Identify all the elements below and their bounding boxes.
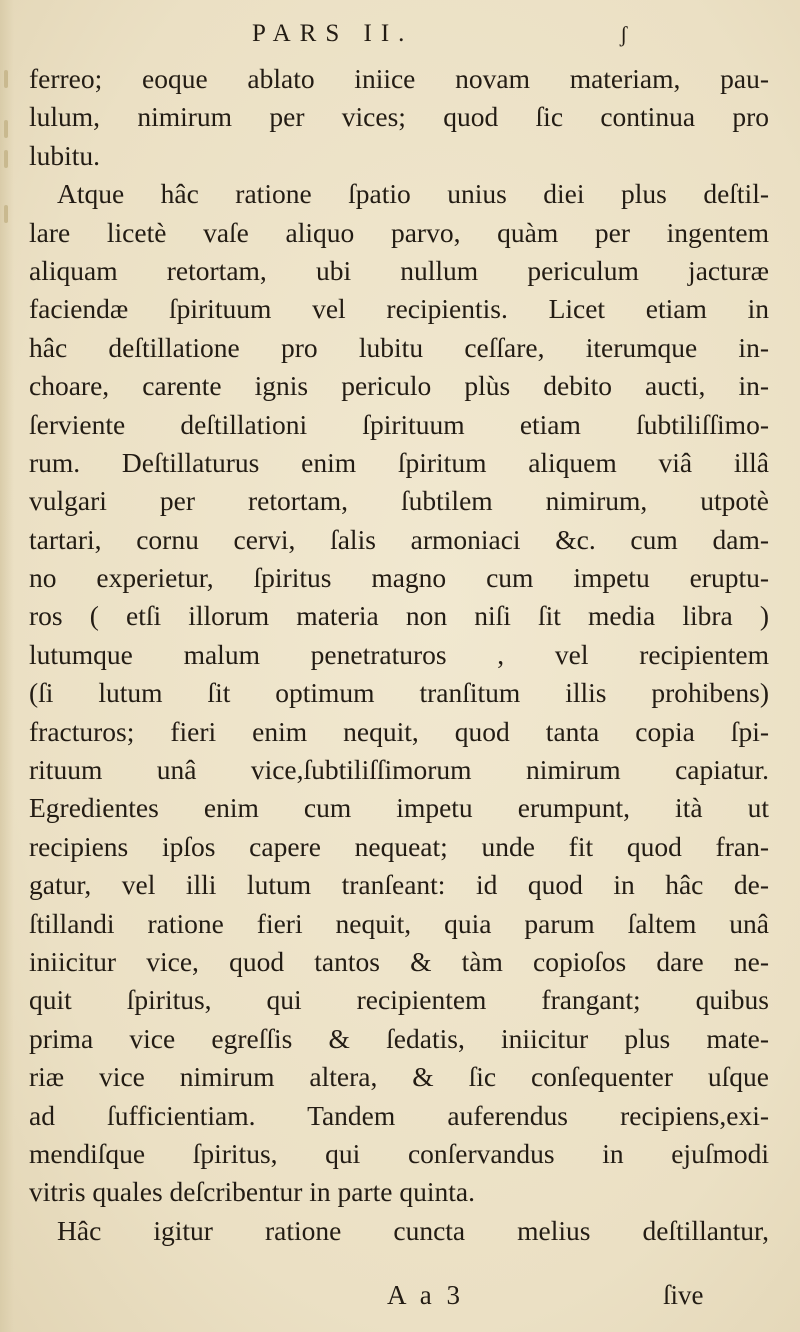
text-line: lutumque malum penetraturos , vel recipientem: [29, 638, 769, 670]
margin-mark: [4, 120, 8, 138]
text-line: ros ( etſi illorum materia non niſi ſit media libra ): [29, 600, 769, 632]
page-footer: [0, 1280, 800, 1320]
text-line: hâc deſtillatione pro lubitu ceſſare, iterumque in-: [29, 331, 769, 363]
margin-mark: [4, 205, 8, 223]
text-line: prima vice egreſſis & ſedatis, iniicitur plus mate-: [29, 1022, 769, 1054]
text-line: gatur, vel illi lutum tranſeant: id quod in hâc de-: [29, 869, 769, 901]
text-line: lare licetè vaſe aliquo parvo, quàm per ingentem: [29, 216, 769, 248]
page-header: [0, 18, 800, 58]
text-line: tartari, cornu cervi, ſalis armoniaci &c. cum dam-: [29, 523, 769, 555]
text-line: ſerviente deſtillationi ſpirituum etiam ſubtiliſſimo-: [29, 408, 769, 440]
text-line: ſtillandi ratione fieri nequit, quia parum ſaltem unâ: [29, 907, 769, 939]
text-line: choare, carente ignis periculo plùs debito aucti, in-: [29, 370, 769, 402]
text-line: ad ſufficientiam. Tandem auferendus recipiens,exi-: [29, 1099, 769, 1131]
text-line: fracturos; fieri enim nequit, quod tanta copia ſpi-: [29, 715, 769, 747]
catchword: ſive: [663, 1280, 704, 1310]
text-line: vitris quales deſcribentur in parte quinta.: [29, 1176, 475, 1208]
margin-mark: [4, 70, 8, 88]
text-line: recipiens ipſos capere nequeat; unde fit quod fran-: [29, 830, 769, 862]
text-line: iniicitur vice, quod tantos & tàm copioſos dare ne-: [29, 945, 769, 977]
text-line: (ſi lutum ſit optimum tranſitum illis prohibens): [29, 677, 769, 709]
paragraph-start-line: Atque hâc ratione ſpatio unius diei plus deſtil-: [57, 178, 769, 210]
text-line: riæ vice nimirum altera, & ſic conſequenter uſque: [29, 1061, 769, 1093]
text-line: ferreo; eoque ablato iniice novam materiam, pau-: [29, 63, 769, 94]
text-line: mendiſque ſpiritus, qui conſervandus in ejuſmodi: [29, 1137, 769, 1169]
running-head: PARS II.: [252, 20, 414, 47]
text-line: rum. Deſtillaturus enim ſpiritum aliquem viâ illâ: [29, 446, 769, 478]
paragraph-start-line: Hâc igitur ratione cuncta melius deſtillantur,: [57, 1214, 769, 1246]
text-line: vulgari per retortam, ſubtilem nimirum, utpotè: [29, 485, 769, 517]
page-gutter-shadow: [0, 0, 14, 1332]
signature-mark: A a 3: [387, 1280, 464, 1310]
body-text: [29, 60, 769, 1250]
text-line: lulum, nimirum per vices; quod ſic continua pro: [29, 101, 769, 133]
text-line: lubitu.: [29, 139, 101, 171]
margin-mark: [4, 150, 8, 168]
text-line: no experietur, ſpiritus magno cum impetu eruptu-: [29, 562, 769, 594]
text-line: quit ſpiritus, qui recipientem frangant; quibus: [29, 984, 769, 1016]
text-line: rituum unâ vice,ſubtiliſſimorum nimirum capiatur.: [29, 754, 769, 786]
text-line: aliquam retortam, ubi nullum periculum jacturæ: [29, 254, 769, 286]
page-mark: ʃ: [620, 22, 628, 47]
text-line: faciendæ ſpirituum vel recipientis. Licet etiam in: [29, 293, 769, 325]
text-line: Egredientes enim cum impetu erumpunt, ità ut: [29, 792, 769, 824]
